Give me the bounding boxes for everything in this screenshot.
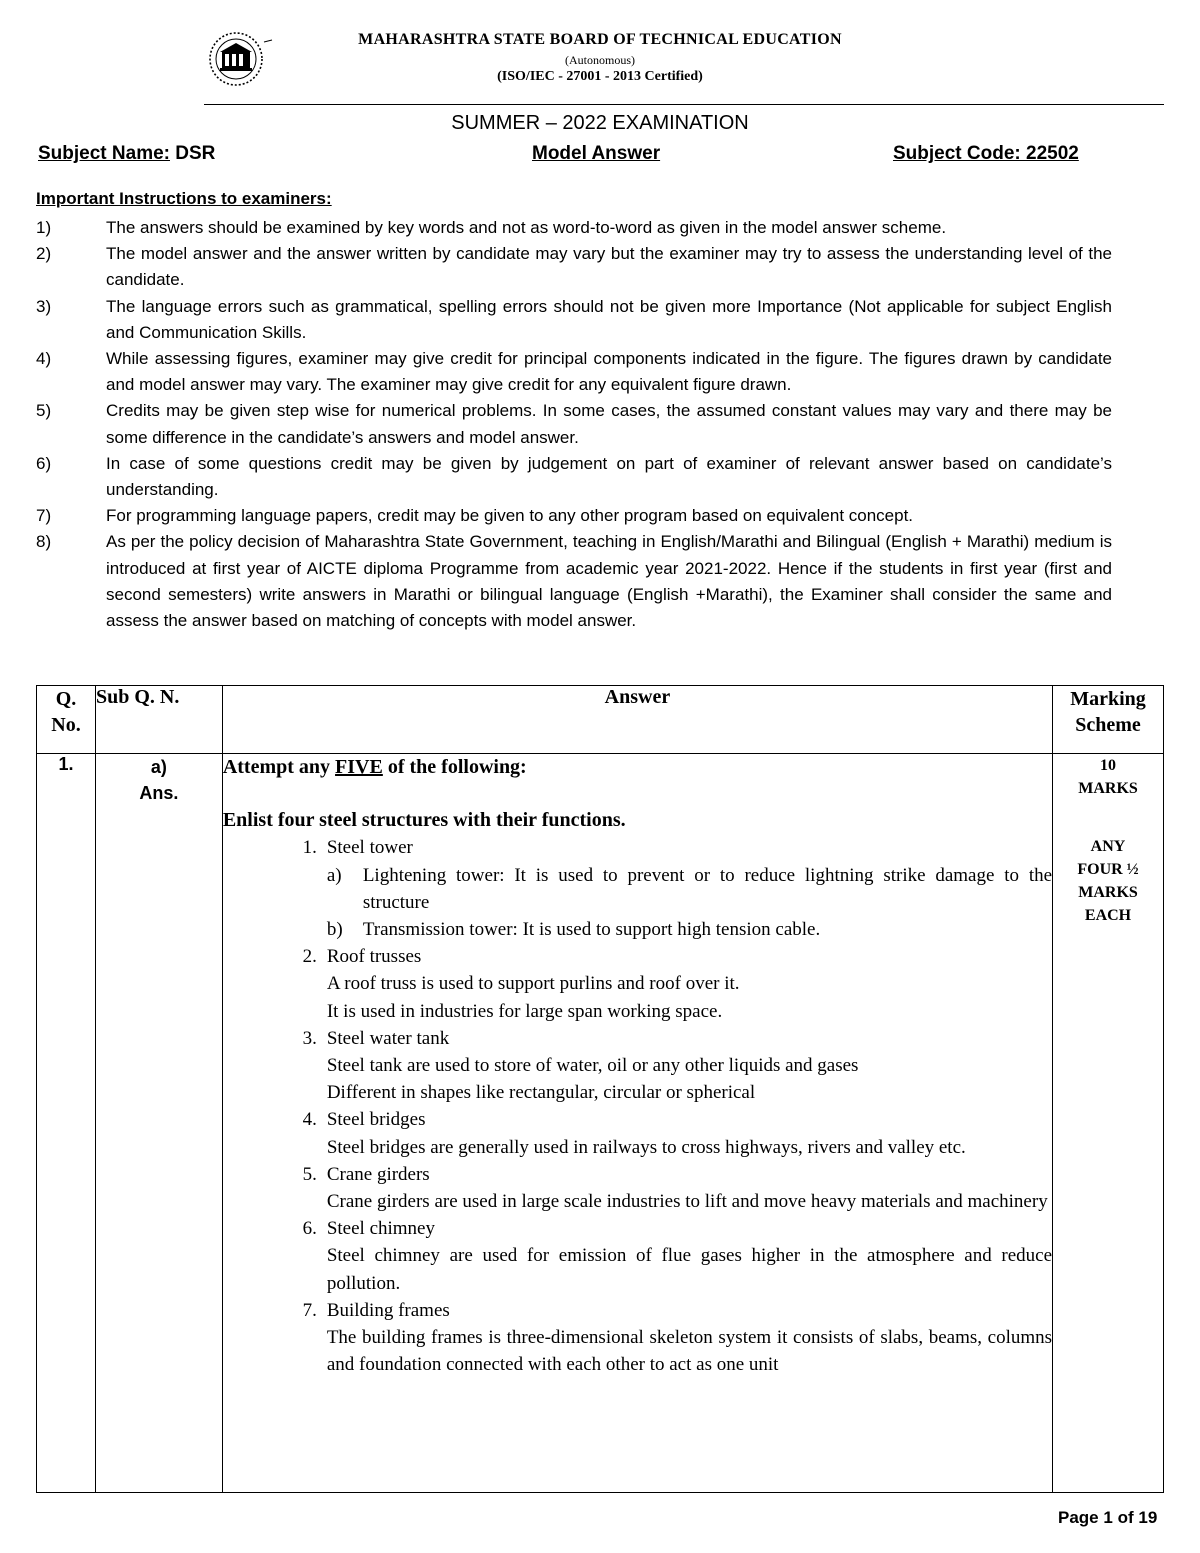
model-answer-label: Model Answer bbox=[532, 143, 661, 164]
list-item: 4. Steel bridges Steel bridges are generally used in railways to cross highways, rivers and valley etc. bbox=[302, 1109, 966, 1158]
header-q-no: Q. No. bbox=[37, 686, 96, 754]
header-sub-q: Sub Q. N. bbox=[95, 686, 222, 754]
board-iso-certification: (ISO/IEC - 27001 - 2013 Certified) bbox=[497, 69, 703, 84]
answer-table bbox=[36, 685, 1164, 1493]
header-answer: Answer bbox=[222, 686, 1052, 754]
list-item: 7. Building frames The building frames is three-dimensional skeleton system it consists of slabs, beams, columns and foundation connected with each other to act as one unit bbox=[302, 1299, 1053, 1376]
table-row bbox=[37, 754, 1164, 1493]
list-item: 2. Roof trusses A roof truss is used to support purlins and roof over it. It is used in industries for large span working space. bbox=[302, 946, 740, 1022]
list-item: 1. Steel tower a) Lightening tower: It is used to prevent or to reduce lightning strike damage to the structure b) Transmission tower: It is used to support high tension cable. bbox=[302, 837, 1053, 941]
subject-name-label: Subject Name: bbox=[38, 143, 170, 164]
header-divider bbox=[204, 104, 1164, 105]
subject-name-value: DSR bbox=[175, 143, 216, 164]
instruction-item: 2) The model answer and the answer written by candidate may vary but the examiner may try to assess the understanding level of the candidate. bbox=[36, 244, 1112, 290]
list-item: 5. Crane girders Crane girders are used in large scale industries to lift and move heavy materials and machinery bbox=[302, 1163, 1048, 1213]
instruction-item: 5) Credits may be given step wise for numerical problems. In some cases, the assumed constant values may vary and there may be some difference in the candidate’s answers and model answer. bbox=[36, 401, 1112, 447]
marking-scheme-cell bbox=[1053, 754, 1164, 1493]
instruction-item: 6) In case of some questions credit may be given by judgement on part of examiner of relevant answer based on candidate’s understanding. bbox=[36, 453, 1112, 500]
board-logo bbox=[204, 30, 276, 90]
board-name: MAHARASHTRA STATE BOARD OF TECHNICAL EDUCATION bbox=[358, 31, 842, 48]
instruction-item: 3) The language errors such as grammatical, spelling errors should not be given more Importance (Not applicable for subject English and Communication Skills. bbox=[36, 296, 1112, 342]
list-item: 3. Steel water tank Steel tank are used to store of water, oil or any other liquids and gases Different in shapes like rectangular, circular or spherical bbox=[302, 1027, 859, 1104]
list-item: 6. Steel chimney Steel chimney are used for emission of flue gases higher in the atmosphere and reduce pollution. bbox=[302, 1218, 1053, 1294]
answer-list bbox=[289, 834, 1052, 1378]
instructions-heading: Important Instructions to examiners: bbox=[36, 189, 332, 208]
marks-scheme: ANY FOUR ½ MARKS EACH bbox=[1077, 838, 1139, 924]
header-marking-scheme: Marking Scheme bbox=[1053, 686, 1164, 754]
question-number: 1. bbox=[37, 754, 96, 1493]
instruction-item: 1) The answers should be examined by key words and not as word-to-word as given in the model answer scheme. bbox=[36, 218, 947, 237]
subject-name bbox=[38, 143, 215, 165]
board-autonomous: (Autonomous) bbox=[565, 53, 635, 67]
table-header-row bbox=[37, 686, 1164, 754]
subject-code: Subject Code: 22502 bbox=[893, 143, 1079, 164]
attempt-instruction: Attempt any FIVE of the following: bbox=[222, 756, 527, 778]
instruction-item: 7) For programming language papers, credit may be given to any other program based on equivalent concept. bbox=[36, 506, 914, 526]
instructions-list bbox=[36, 215, 1112, 634]
answer-cell bbox=[222, 754, 1052, 1493]
exam-title: SUMMER – 2022 EXAMINATION bbox=[451, 112, 749, 134]
instruction-item: 8) As per the policy decision of Maharashtra State Government, teaching in English/Marathi and Bilingual (English + Marathi) medium is introduced at first year of AICTE diploma Programme from academic year 2021-2022. Hence if the students in first year (first and second semesters) write answers in Marathi or bilingual language (English +Marathi), the Examiner shall consider the same and assess the answer based on matching of concepts with model answer. bbox=[36, 532, 1112, 631]
sub-question-label: a) Ans. bbox=[95, 754, 222, 1493]
instruction-item: 4) While assessing figures, examiner may give credit for principal components indicated in the figure. The figures drawn by candidate and model answer may vary. The examiner may give credit for any equivalent figure drawn. bbox=[36, 349, 1112, 395]
sub-question-text: Enlist four steel structures with their functions. bbox=[222, 809, 626, 832]
marks-total: 10 MARKS bbox=[1078, 757, 1138, 797]
page-number: Page 1 of 19 bbox=[1058, 1508, 1158, 1527]
